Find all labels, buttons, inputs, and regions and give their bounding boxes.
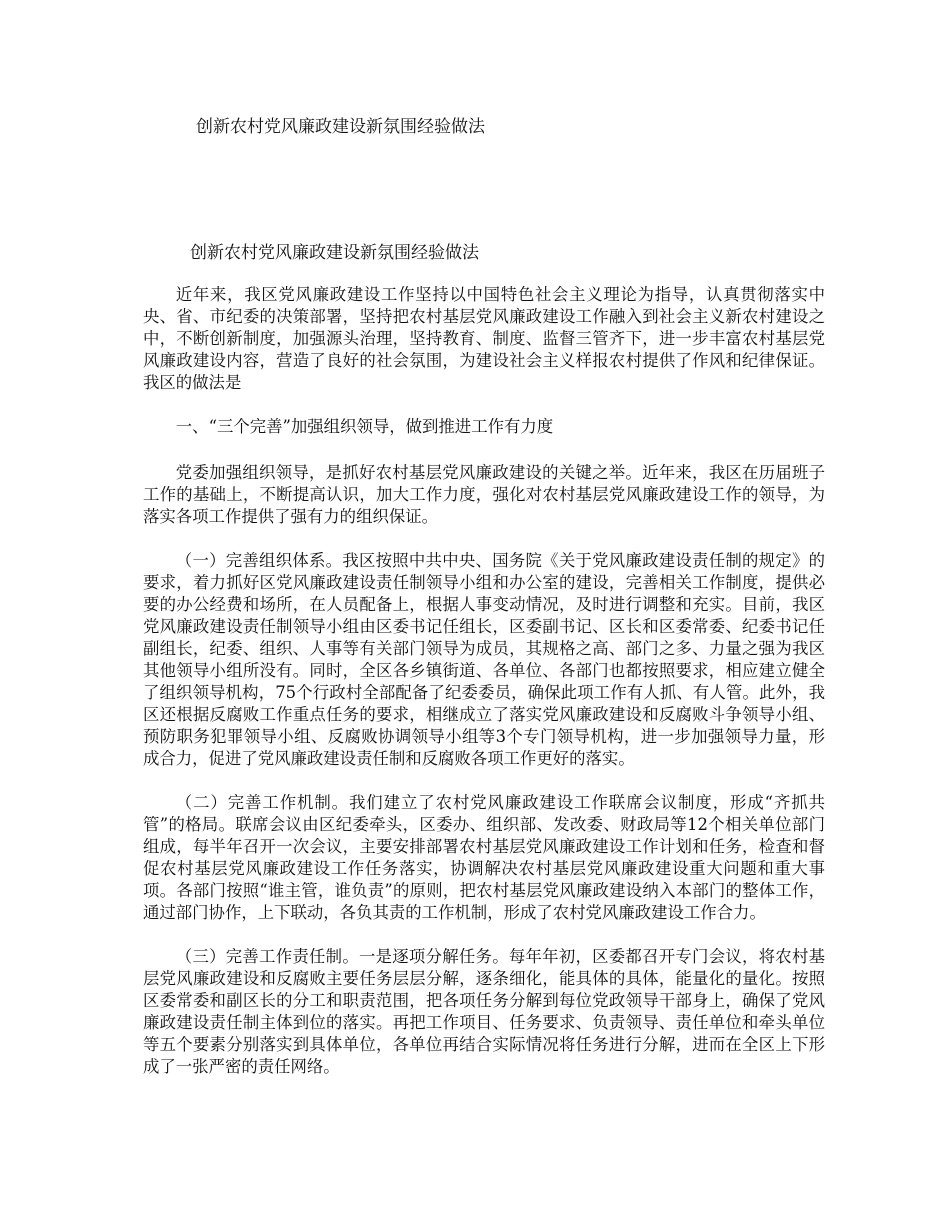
document-title: 创新农村党风廉政建设新氛围经验做法 <box>196 117 485 137</box>
paragraph-organization-system: （一）完善组织体系。我区按照中共中央、国务院《关于党风廉政建设责任制的规定》的要求，着力抓好区党风廉政建设责任制领导小组和办公室的建设，完善相关工作制度，提供必要的办公经费和场所，在人员配备上，根据人事变动情况，及时进行调整和充实。目前，我区党风廉政建设责任制领导小组由区委书记任组长，区委副书记、区长和区委常委、纪委书记任副组长，纪委、组织、人事等有关部门领导为成员，其规格之高、部门之多、力量之强为我区其他领导小组所没有。同时，全区各乡镇街道、各单位、各部门也都按照要求，相应建立健全了组织领导机构，75个行政村全部配备了纪委委员，确保此项工作有人抓、有人管。此外，我区还根据反腐败工作重点任务的要求，相继成立了落实党风廉政建设和反腐败斗争领导小组、预防职务犯罪领导小组、反腐败协调领导小组等3个专门领导机构，进一步加强领导力量，形成合力，促进了党风廉政建设责任制和反腐败各项工作更好的落实。 <box>143 551 825 768</box>
paragraph-responsibility-system: （三）完善工作责任制。一是逐项分解任务。每年年初，区委都召开专门会议，将农村基层党风廉政建设和反腐败主要任务层层分解，逐条细化，能具体的具体，能量化的量化。按照区委常委和副区长的分工和职责范围，把各项任务分解到每位党政领导干部身上，确保了党风廉政建设责任制主体到位的落实。再把工作项目、任务要求、负责领导、责任单位和牵头单位等五个要素分别落实到具体单位，各单位再结合实际情况将任务进行分解，进而在全区上下形成了一张严密的责任网络。 <box>143 947 825 1076</box>
paragraph-intro: 近年来，我区党风廉政建设工作坚持以中国特色社会主义理论为指导，认真贯彻落实中央、省、市纪委的决策部署，坚持把农村基层党风廉政建设工作融入到社会主义新农村建设之中，不断创新制度，加强源头治理，坚持教育、制度、监督三管齐下，进一步丰富农村基层党风廉政建设内容，营造了良好的社会氛围，为建设社会主义样报农村提供了作风和纪律保证。我区的做法是 <box>143 285 825 392</box>
article-title: 创新农村党风廉政建设新氛围经验做法 <box>190 243 479 263</box>
paragraph-section-1-intro: 党委加强组织领导，是抓好农村基层党风廉政建设的关键之举。近年来，我区在历届班子工作的基础上，不断提高认识，加大工作力度，强化对农村基层党风廉政建设工作的领导，为落实各项工作提供了强有力的组织保证。 <box>143 463 825 526</box>
paragraph-work-mechanism: （二）完善工作机制。我们建立了农村党风廉政建设工作联席会议制度，形成“齐抓共管”的格局。联席会议由区纪委牵头，区委办、组织部、发改委、财政局等12个相关单位部门组成，每半年召开一次会议，主要安排部署农村基层党风廉政建设工作计划和任务，检查和督促农村基层党风廉政建设工作任务落实，协调解决农村基层党风廉政建设重大问题和重大事项。各部门按照“谁主管，谁负责”的原则，把农村基层党风廉政建设纳入本部门的整体工作，通过部门协作，上下联动，各负其责的工作机制，形成了农村党风廉政建设工作合力。 <box>143 793 825 922</box>
article-body <box>143 284 825 1100</box>
section-heading-1: 一、“三个完善”加强组织领导，做到推进工作有力度 <box>175 417 554 436</box>
